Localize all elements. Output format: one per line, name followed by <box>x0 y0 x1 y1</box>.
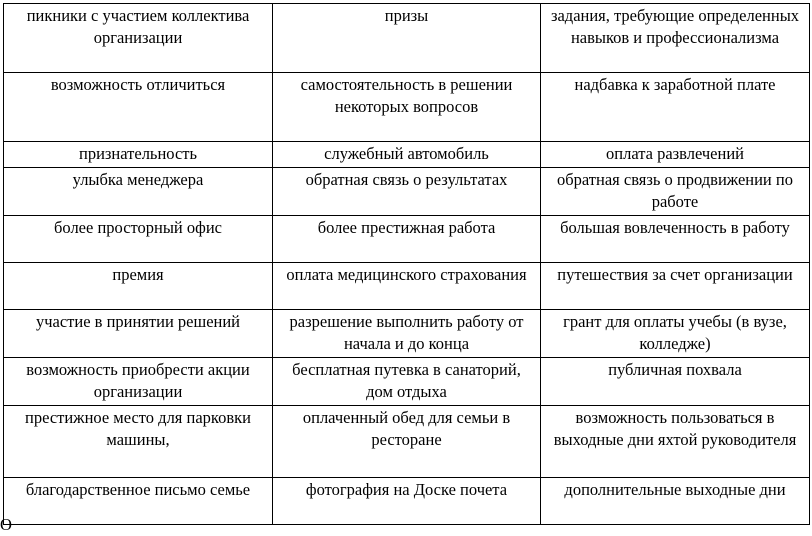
table-cell: более престижная работа <box>273 216 541 263</box>
table-cell: дополнительные выходные дни <box>541 478 810 525</box>
table-row <box>4 358 810 406</box>
table-cell: возможность пользоваться в выходные дни яхтой руководителя <box>541 406 810 478</box>
table-cell: пикники с участием коллектива организации <box>4 4 273 73</box>
table-row <box>4 142 810 168</box>
table-cell: оплаченный обед для семьи в ресторане <box>273 406 541 478</box>
table-cell: более просторный офис <box>4 216 273 263</box>
table-row <box>4 216 810 263</box>
table-row <box>4 73 810 142</box>
table-cell: обратная связь о результатах <box>273 168 541 216</box>
table-cell: возможность приобрести акции организации <box>4 358 273 406</box>
table-cell: надбавка к заработной плате <box>541 73 810 142</box>
table-row <box>4 4 810 73</box>
table-row <box>4 478 810 525</box>
rewards-table <box>3 3 810 525</box>
table-cell: благодарственное письмо семье <box>4 478 273 525</box>
table-cell: оплата медицинского страхования <box>273 263 541 310</box>
table-cell: публичная похвала <box>541 358 810 406</box>
table-cell: премия <box>4 263 273 310</box>
table-cell: престижное место для парковки машины, <box>4 406 273 478</box>
table-cell: разрешение выполнить работу от начала и до конца <box>273 310 541 358</box>
table-row <box>4 406 810 478</box>
table-cell: самостоятельность в решении некоторых вопросов <box>273 73 541 142</box>
table-cell: путешествия за счет организации <box>541 263 810 310</box>
table-row <box>4 263 810 310</box>
table-cell: оплата развлечений <box>541 142 810 168</box>
table-cell: задания, требующие определенных навыков и профессионализма <box>541 4 810 73</box>
table-cell: улыбка менеджера <box>4 168 273 216</box>
table-cell: признательность <box>4 142 273 168</box>
rewards-table-body <box>4 4 810 525</box>
table-cell: призы <box>273 4 541 73</box>
table-cell: возможность отличиться <box>4 73 273 142</box>
table-cell: обратная связь о продвижении по работе <box>541 168 810 216</box>
table-cell: фотография на Доске почета <box>273 478 541 525</box>
table-cell: грант для оплаты учебы (в вузе, колледже) <box>541 310 810 358</box>
table-row <box>4 168 810 216</box>
table-cell: большая вовлеченность в работу <box>541 216 810 263</box>
table-cell: бесплатная путевка в санаторий, дом отдыха <box>273 358 541 406</box>
table-cell: служебный автомобиль <box>273 142 541 168</box>
trailing-text: О <box>0 515 12 534</box>
table-row <box>4 310 810 358</box>
table-cell: участие в принятии решений <box>4 310 273 358</box>
